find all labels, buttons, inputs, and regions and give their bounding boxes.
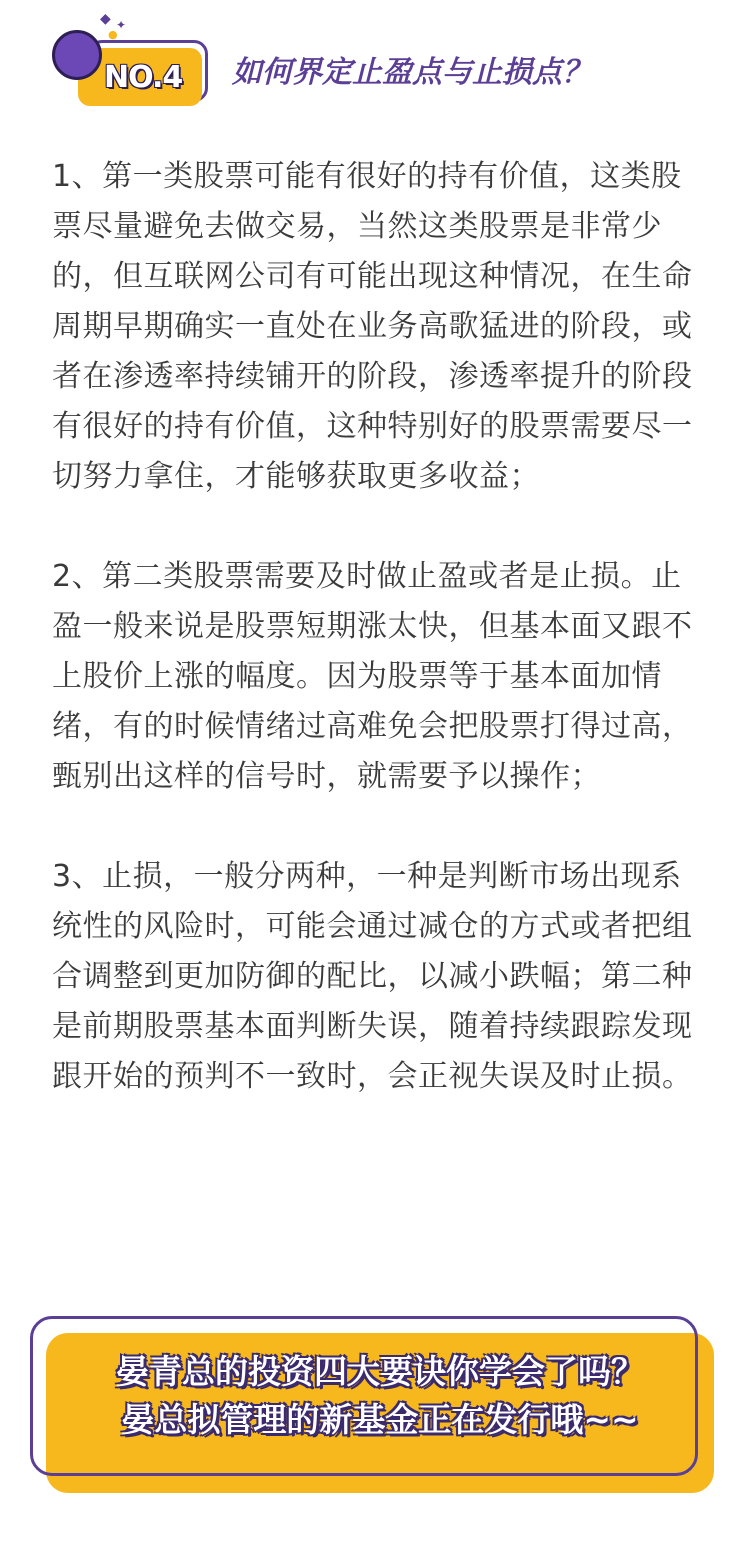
paragraph-3: 3、止损，一般分两种，一种是判断市场出现系统性的风险时，可能会通过减仓的方式或者把组合调整到更加防御的配比，以减小跌幅；第二种是前期股票基本面判断失误，随着持续跟踪发现跟开始的预判不一致时，会正视失误及时止损。 [52,859,693,1094]
cta-banner [46,1348,714,1444]
section-number-badge: NO.4 [104,60,183,95]
cta-line-1: 晏青总的投资四大要诀你学会了吗？ [116,1352,644,1391]
sparkle-icon: ✦ [116,18,127,32]
cta-line-2: 晏总拟管理的新基金正在发行哦~~ [121,1400,639,1439]
badge-circle-decoration [52,30,102,80]
article-body [52,152,698,1152]
sparkle-icon: ● [108,28,118,41]
paragraph-2: 2、第二类股票需要及时做止盈或者是止损。止盈一般来说是股票短期涨太快，但基本面又跟不上股价上涨的幅度。因为股票等于基本面加情绪，有的时候情绪过高难免会把股票打得过高，甄别出这样的信号时，就需要予以操作； [52,559,693,794]
section-header [0,0,750,130]
sparkle-icon: ◆ [100,11,111,27]
paragraph-1: 1、第一类股票可能有很好的持有价值，这类股票尽量避免去做交易，当然这类股票是非常少的，但互联网公司有可能出现这种情况，在生命周期早期确实一直处在业务高歌猛进的阶段，或者在渗透率持续铺开的阶段，渗透率提升的阶段有很好的持有价值，这种特别好的股票需要尽一切努力拿住，才能够获取更多收益； [52,159,693,494]
section-title: 如何界定止盈点与止损点？ [232,55,592,90]
